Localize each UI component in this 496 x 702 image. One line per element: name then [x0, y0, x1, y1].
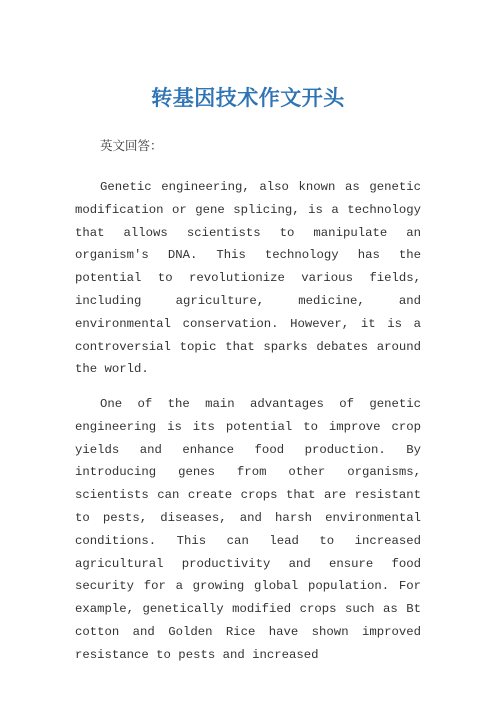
section-label: 英文回答： [100, 138, 163, 153]
document-title: 转基因技术作文开头 [151, 86, 345, 110]
paragraph-1: Genetic engineering, also known as genetic modification or gene splicing, is a technology that allows scientists to manipulate an organism's DNA. This technology has the potential to revolutionize various fields, including agriculture, medicine, and environmental conservation. However, it is a controversial topic that sparks debates around the world. [75, 180, 421, 377]
paragraph-2: One of the main advantages of genetic engineering is its potential to improve crop yields and enhance food production. By introducing genes from other organisms, scientists can create crops that are resistant to pests, diseases, and harsh environmental conditions. This can lead to increased agricultural productivity and ensure food security for a growing global population. For example, genetically modified crops such as Bt cotton and Golden Rice have shown improved resistance to pests and increased [75, 397, 421, 662]
